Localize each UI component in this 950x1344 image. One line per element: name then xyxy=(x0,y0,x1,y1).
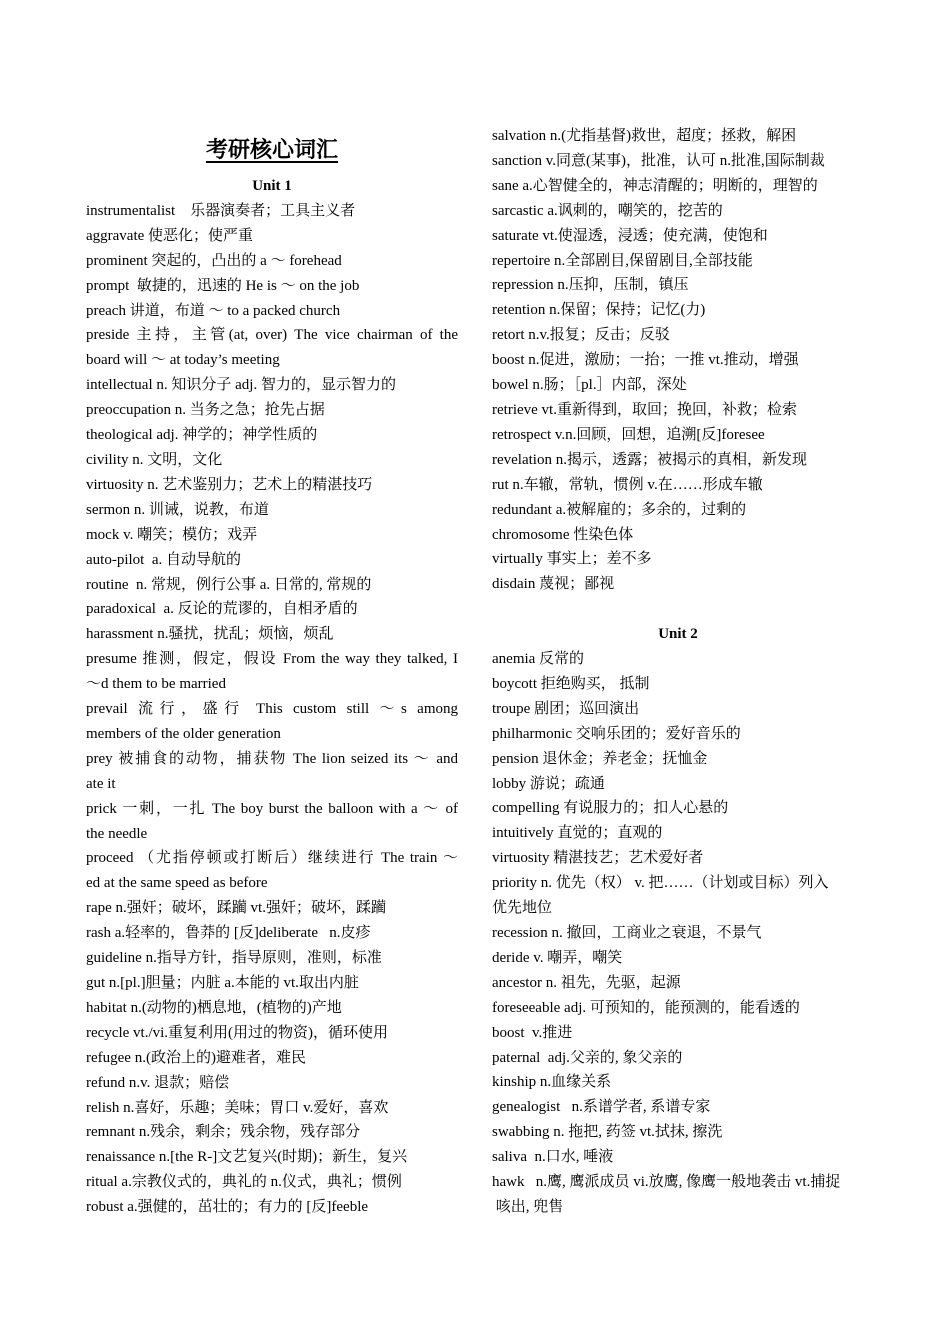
vocab-entry-line: members of the older generation xyxy=(86,725,281,742)
vocab-entry-line: retention n.保留；保持；记忆(力) xyxy=(492,302,706,319)
vocab-entry-line: repression n.压抑，压制，镇压 xyxy=(492,277,689,294)
vocab-entry-line: deride v. 嘲弄，嘲笑 xyxy=(492,949,623,966)
vocab-entry-line: routine n. 常规，例行公事 a. 日常的, 常规的 xyxy=(86,576,372,593)
vocab-entry-line: prominent 突起的，凸出的 a ～ forehead xyxy=(86,252,342,269)
vocab-entry-line: saturate vt.使湿透，浸透；使充满，使饱和 xyxy=(492,227,768,244)
vocab-entry-line: refugee n.(政治上的)避难者，难民 xyxy=(86,1049,306,1066)
vocab-entry-line: pension 退休金；养老金；抚恤金 xyxy=(492,750,708,767)
vocab-entry-line: disdain 蔑视；鄙视 xyxy=(492,576,615,593)
vocab-entry-line: salvation n.(尤指基督)救世，超度；拯救，解困 xyxy=(492,128,797,144)
vocab-entry-line: boost n.促进，激励；一抬；一推 vt.推动，增强 xyxy=(492,352,799,369)
vocab-entry-line: remnant n.残余，剩余；残余物，残存部分 xyxy=(86,1124,361,1141)
vocab-entry-line: kinship n.血缘关系 xyxy=(492,1074,612,1091)
vocab-entry-line: prevail 流行，盛行 This custom still ～s among xyxy=(86,701,458,718)
section-gap xyxy=(492,597,864,622)
vocab-entry-line: virtuosity 精湛技艺；艺术爱好者 xyxy=(492,850,704,867)
vocab-entry-line: sarcastic a.讽刺的，嘲笑的，挖苦的 xyxy=(492,202,723,219)
vocab-entry-line: rash a.轻率的，鲁莽的 [反]deliberate n.皮疹 xyxy=(86,925,371,942)
vocab-entry-line: ～d them to be married xyxy=(86,676,226,693)
vocab-entry-line: retrospect v.n.回顾，回想，追溯[反]foresee xyxy=(492,426,765,443)
vocab-entry-line: genealogist n.系谱学者, 系谱专家 xyxy=(492,1099,711,1116)
vocab-entry-line: mock v. 嘲笑；模仿；戏弄 xyxy=(86,526,258,543)
vocab-entry-line: redundant a.被解雇的；多余的，过剩的 xyxy=(492,501,747,518)
vocab-entry-line: boycott 拒绝购买， 抵制 xyxy=(492,675,650,692)
vocab-entry-line: ate it xyxy=(86,775,116,792)
vocab-entry-line: preach 讲道，布道 ～ to a packed church xyxy=(86,302,341,319)
vocab-entry-line: recycle vt./vi.重复利用(用过的物资)，循环使用 xyxy=(86,1024,389,1041)
vocab-entry-line: rut n.车辙，常轨，惯例 v.在……形成车辙 xyxy=(492,476,763,493)
unit-1-heading: Unit 1 xyxy=(252,178,292,194)
vocab-entry-line: prick 一刺，一扎 The boy burst the balloon with a ～ of xyxy=(86,800,458,817)
vocab-entry-line: preoccupation n. 当务之急；抢先占据 xyxy=(86,402,325,419)
vocab-entry-line: refund n.v. 退款；赔偿 xyxy=(86,1074,230,1091)
vocab-entry-line: harassment n.骚扰，扰乱；烦恼，烦乱 xyxy=(86,626,334,643)
vocab-entry-line: boost v.推进 xyxy=(492,1024,573,1041)
vocab-entry-line: civility n. 文明，文化 xyxy=(86,451,223,468)
vocab-entry-line: recession n. 撤回，工商业之衰退，不景气 xyxy=(492,924,762,941)
vocab-entry-line: sane a.心智健全的，神志清醒的；明断的，理智的 xyxy=(492,177,818,194)
vocab-entry-line: repertoire n.全部剧目,保留剧目,全部技能 xyxy=(492,252,753,269)
vocab-list-right-unit2 xyxy=(492,647,864,1220)
vocab-entry-line: sanction v.同意(某事)，批准，认可 n.批准,国际制裁 xyxy=(492,152,825,169)
vocab-entry-line: ed at the same speed as before xyxy=(86,875,268,892)
vocab-entry-line: prompt 敏捷的，迅速的 He is ～ on the job xyxy=(86,277,360,294)
vocab-entry-line: habitat n.(动物的)栖息地，(植物的)产地 xyxy=(86,999,342,1016)
vocab-entry-line: compelling 有说服力的；扣人心悬的 xyxy=(492,800,729,817)
page-title: 考研核心词汇 xyxy=(205,137,338,162)
vocab-entry-line: priority n. 优先（权） v. 把……（计划或目标）列入 xyxy=(492,875,829,892)
vocab-entry-line: revelation n.揭示，透露；被揭示的真相，新发现 xyxy=(492,451,807,468)
vocab-entry-line: hawk n.鹰, 鹰派成员 vi.放鹰, 像鹰一般地袭击 vt.捕捉 xyxy=(492,1174,841,1191)
vocab-entry-line: preside 主持，主管(at, over) The vice chairman of the xyxy=(86,327,458,344)
vocab-entry-line: philharmonic 交响乐团的；爱好音乐的 xyxy=(492,725,741,742)
unit-2-heading: Unit 2 xyxy=(658,626,698,643)
vocab-entry-line: bowel n.肠；［pl.］内部，深处 xyxy=(492,377,687,394)
vocab-entry-line: board will ～ at today’s meeting xyxy=(86,352,280,369)
vocab-entry-line: presume 推测，假定，假设 From the way they talked, I xyxy=(86,651,458,668)
vocab-entry-line: proceed （尤指停顿或打断后）继续进行 The train ～ xyxy=(86,850,458,867)
vocab-entry-line: auto-pilot a. 自动导航的 xyxy=(86,551,241,568)
vocab-entry-line: prey 被捕食的动物，捕获物 The lion seized its ～ and xyxy=(86,750,458,767)
right-column xyxy=(492,124,864,1220)
vocab-entry-line: paternal adj.父亲的, 象父亲的 xyxy=(492,1049,683,1066)
vocab-entry-line: instrumentalist 乐器演奏者；工具主义者 xyxy=(86,202,356,219)
vocab-entry-line: virtually 事实上；差不多 xyxy=(492,551,652,568)
vocab-entry-line: relish n.喜好，乐趣；美味；胃口 v.爱好，喜欢 xyxy=(86,1099,389,1116)
vocab-entry-line: gut n.[pl.]胆量；内脏 a.本能的 vt.取出内脏 xyxy=(86,975,359,991)
vocab-entry-line: retort n.v.报复；反击；反驳 xyxy=(492,327,670,344)
vocab-entry-line: troupe 剧团；巡回演出 xyxy=(492,700,640,717)
vocab-entry-line: paradoxical a. 反论的荒谬的，自相矛盾的 xyxy=(86,601,358,618)
vocab-entry-line: ritual a.宗教仪式的，典礼的 n.仪式，典礼；惯例 xyxy=(86,1174,402,1191)
vocab-entry-line: 优先地位 xyxy=(492,900,553,917)
vocab-entry-line: renaissance n.[the R-]文艺复兴(时期)；新生，复兴 xyxy=(86,1149,408,1166)
vocab-entry-line: sermon n. 训诫，说教，布道 xyxy=(86,501,269,518)
vocab-entry-line: rape n.强奸；破坏，蹂躏 vt.强奸；破坏，蹂躏 xyxy=(86,900,386,917)
vocab-entry-line: 咳出, 兜售 xyxy=(492,1198,564,1215)
vocab-entry-line: aggravate 使恶化；使严重 xyxy=(86,227,254,244)
vocab-list-left xyxy=(86,199,458,1220)
vocab-entry-line: retrieve vt.重新得到，取回；挽回，补救；检索 xyxy=(492,401,797,418)
vocab-entry-line: intuitively 直觉的；直观的 xyxy=(492,825,663,842)
vocab-entry-line: anemia 反常的 xyxy=(492,651,585,668)
vocab-entry-line: swabbing n. 拖把, 药签 vt.拭抹, 擦洗 xyxy=(492,1124,723,1141)
vocab-list-right-unit1 xyxy=(492,124,864,597)
vocab-entry-line: the needle xyxy=(86,825,148,842)
vocab-entry-line: theological adj. 神学的；神学性质的 xyxy=(86,427,318,444)
vocab-entry-line: foreseeable adj. 可预知的，能预测的，能看透的 xyxy=(492,999,800,1016)
vocab-entry-line: ancestor n. 祖先，先驱，起源 xyxy=(492,974,681,991)
left-column xyxy=(86,174,458,1220)
vocab-entry-line: chromosome 性染色体 xyxy=(492,526,634,543)
vocab-entry-line: saliva n.口水, 唾液 xyxy=(492,1149,614,1166)
vocab-entry-line: virtuosity n. 艺术鉴别力；艺术上的精湛技巧 xyxy=(86,476,373,493)
vocab-entry-line: guideline n.指导方针，指导原则，准则，标准 xyxy=(86,950,382,967)
vocab-entry-line: lobby 游说；疏通 xyxy=(492,775,605,792)
vocab-entry-line: intellectual n. 知识分子 adj. 智力的，显示智力的 xyxy=(86,377,396,394)
vocab-entry-line: robust a.强健的，茁壮的；有力的 [反]feeble xyxy=(86,1199,369,1216)
